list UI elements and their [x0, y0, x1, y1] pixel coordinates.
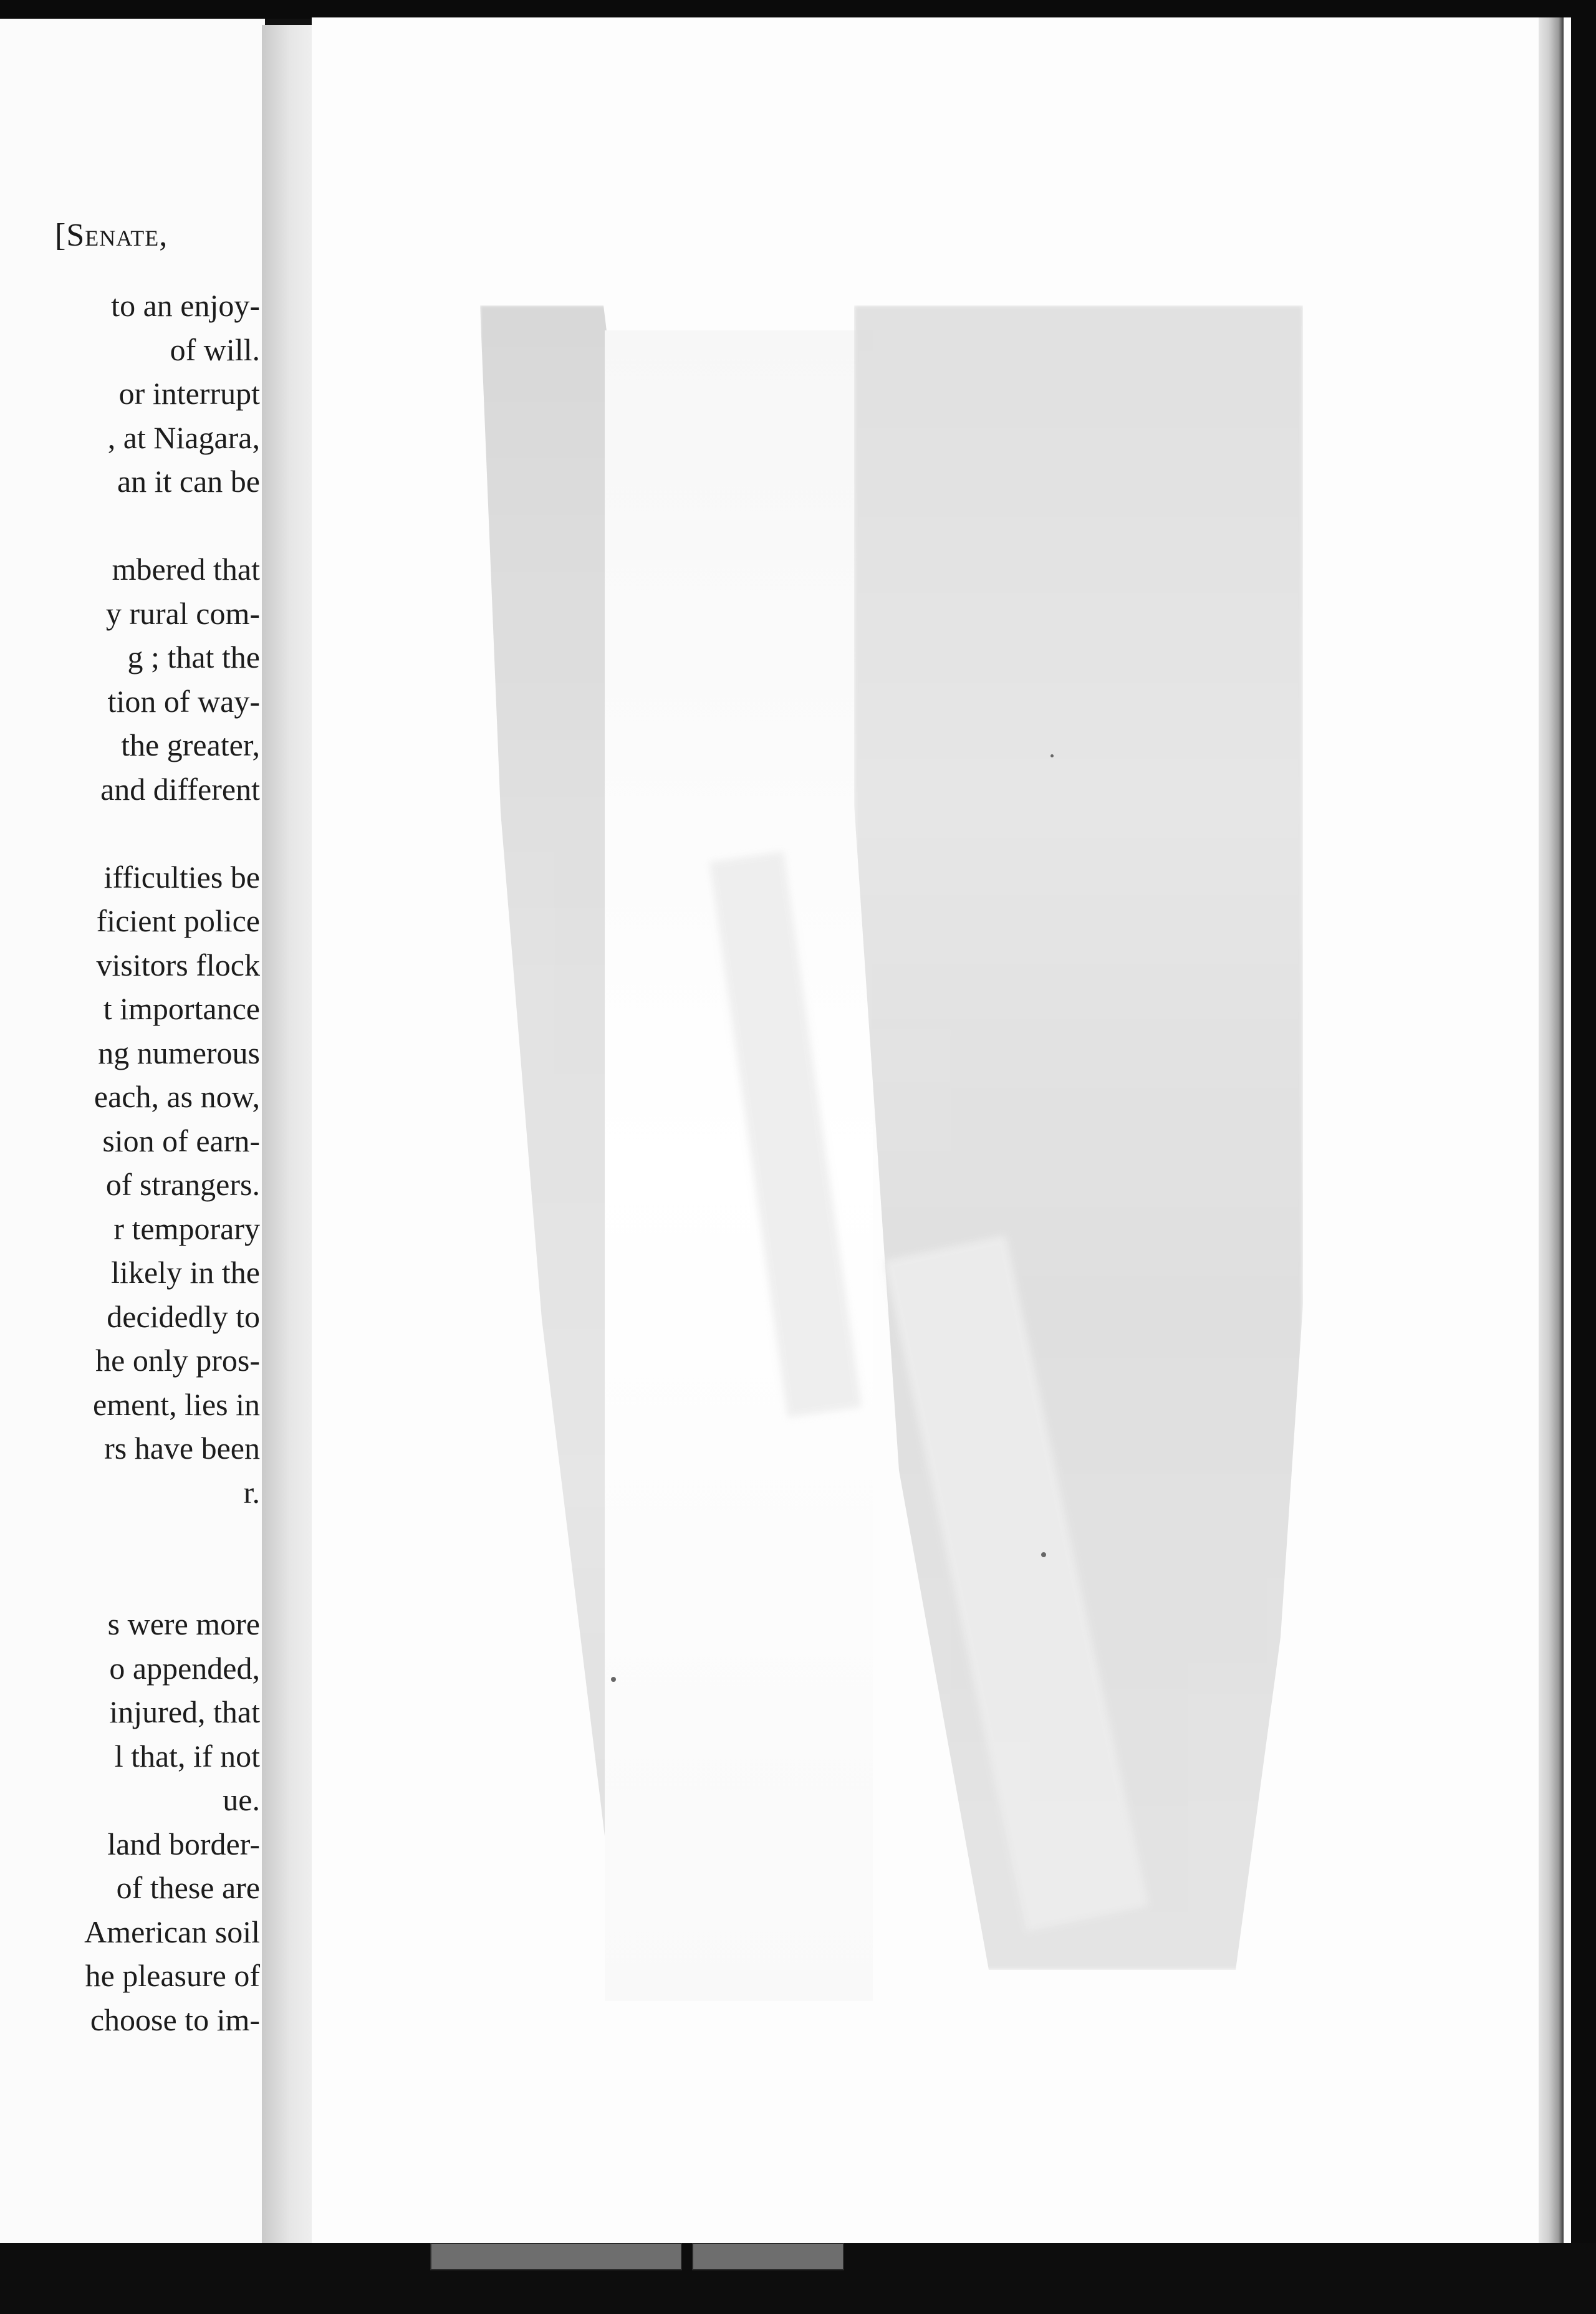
text-line: , at Niagara,	[107, 420, 260, 455]
text-line: choose to im-	[90, 2002, 260, 2037]
text-line: r temporary	[113, 1211, 260, 1246]
text-line: g ; that the	[127, 640, 260, 675]
binding-tab	[692, 2243, 844, 2270]
text-line: American soil	[84, 1914, 260, 1949]
text-line: injured, that	[109, 1694, 260, 1729]
text-line: decidedly to	[107, 1299, 260, 1334]
scanner-frame-right	[1571, 0, 1596, 2314]
text-line: an it can be	[117, 464, 260, 499]
text-line: ifficulties be	[103, 859, 260, 895]
plate-speck	[1050, 754, 1054, 757]
text-line: mbered that	[112, 552, 260, 587]
header-bracket: [	[55, 218, 67, 253]
plate-speck	[611, 1677, 616, 1682]
text-line: sion of earn-	[102, 1123, 260, 1158]
text-line: rs have been	[104, 1431, 260, 1466]
text-line: r.	[243, 1474, 260, 1510]
text-line: likely in the	[111, 1255, 260, 1290]
text-line: l that, if not	[114, 1738, 260, 1774]
text-line: of strangers.	[105, 1167, 260, 1202]
text-line: ue.	[223, 1782, 260, 1817]
text-line: and different	[100, 771, 260, 807]
text-line: ng numerous	[98, 1035, 260, 1070]
text-line: of will.	[170, 332, 260, 367]
text-line: the greater,	[121, 727, 260, 762]
plate-speck	[1041, 1552, 1046, 1557]
text-line: land border-	[107, 1826, 260, 1861]
text-line: ement, lies in	[93, 1386, 260, 1422]
text-line: ficient police	[96, 903, 260, 938]
text-line: tion of way-	[107, 683, 260, 719]
text-line: t importance	[103, 991, 260, 1026]
header-word: Senate,	[66, 218, 168, 253]
page-header	[55, 217, 168, 254]
right-page-edge	[1539, 17, 1564, 2243]
left-page	[0, 19, 265, 2252]
binding-tab	[430, 2243, 682, 2270]
text-line: he only pros-	[95, 1343, 260, 1378]
photo-plate	[480, 305, 1303, 2001]
text-line: of these are	[116, 1870, 260, 1905]
text-line: o appended,	[109, 1650, 260, 1686]
text-line: he pleasure of	[85, 1958, 260, 1993]
text-line: each, as now,	[94, 1079, 260, 1114]
text-line: y rural com-	[105, 595, 260, 631]
text-line: visitors flock	[96, 947, 260, 982]
text-line: s were more	[107, 1606, 260, 1641]
text-line: to an enjoy-	[111, 288, 260, 323]
plate-mist	[605, 330, 873, 2001]
scanner-frame-top	[0, 0, 1596, 19]
text-line: or interrupt	[118, 376, 260, 411]
